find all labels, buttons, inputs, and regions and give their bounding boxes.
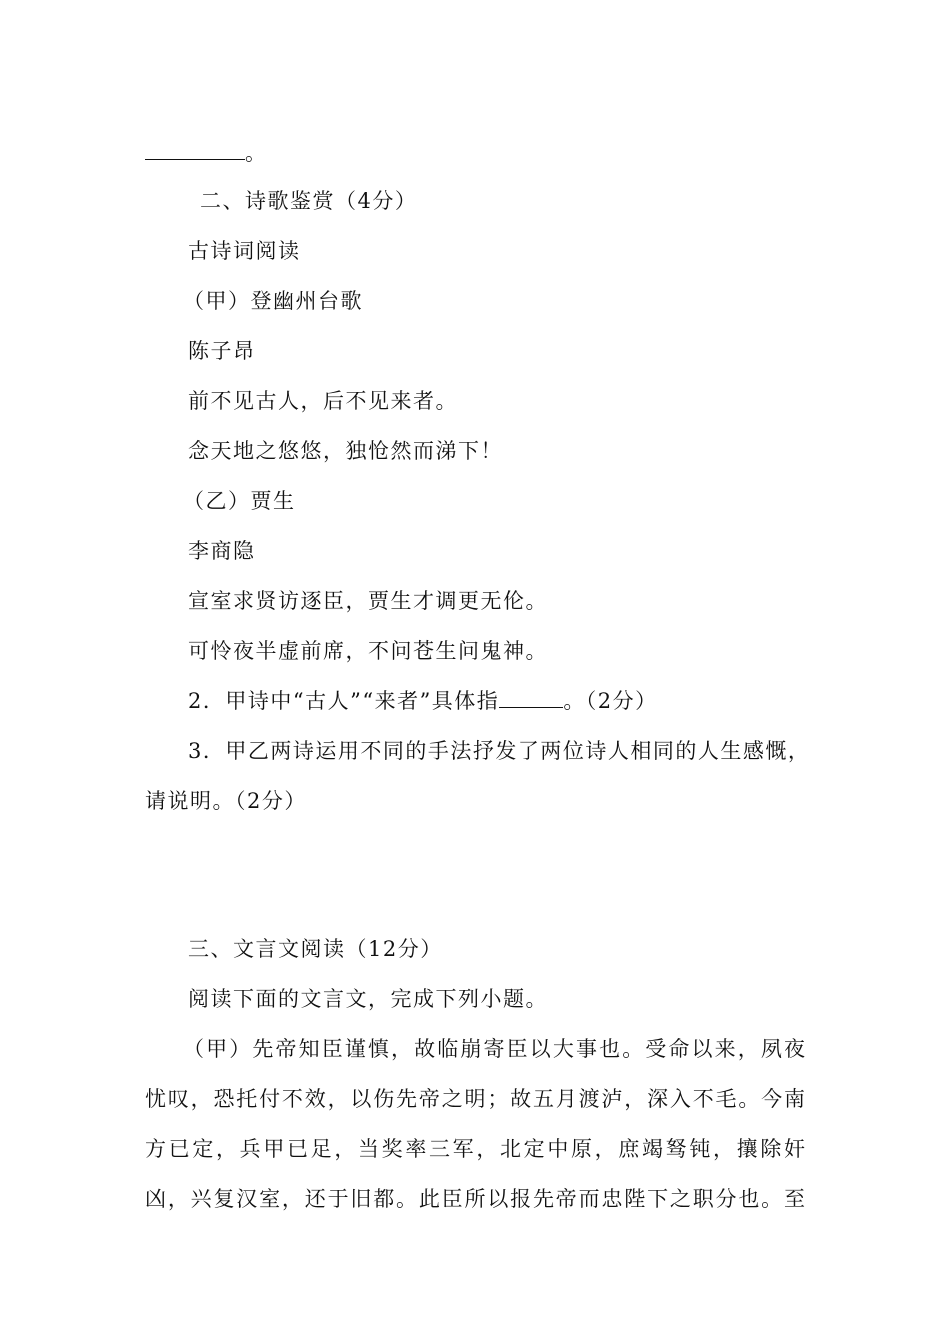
poem-b-author: 李商隐 <box>188 539 256 563</box>
subheading-ancient-poetry: 古诗词阅读 <box>188 239 301 263</box>
poem-b-title: （乙）贾生 <box>183 489 296 513</box>
poem-b-line-1: 宣室求贤访逐臣，贾生才调更无伦。 <box>188 589 548 613</box>
poem-a-title: （甲）登幽州台歌 <box>183 289 363 313</box>
poem-a-line-2: 念天地之悠悠，独怆然而涕下！ <box>188 439 503 463</box>
fill-in-blank[interactable] <box>145 155 245 160</box>
question-2-score: 。（2分） <box>563 689 658 713</box>
question-2-text: 2．甲诗中“古人”“来者”具体指 <box>188 689 500 713</box>
question-2 <box>188 686 658 716</box>
question-2-blank[interactable] <box>499 703 563 708</box>
passage-line-3: 方已定，兵甲已足，当奖率三军，北定中原，庶竭驽钝，攘除奸 <box>145 1137 805 1161</box>
poem-a-line-1: 前不见古人，后不见来者。 <box>188 389 458 413</box>
section-heading-classical-chinese: 三、文言文阅读（12分） <box>188 937 443 961</box>
instruction-text: 阅读下面的文言文，完成下列小题。 <box>188 987 548 1011</box>
blank-line-ending: 。 <box>245 141 268 165</box>
question-3-line-1: 3．甲乙两诗运用不同的手法抒发了两位诗人相同的人生感慨， <box>188 739 811 763</box>
passage-line-4: 凶，兴复汉室，还于旧都。此臣所以报先帝而忠陛下之职分也。至 <box>145 1187 805 1211</box>
question-3-line-2: 请说明。（2分） <box>145 789 307 813</box>
poem-b-line-2: 可怜夜半虚前席，不问苍生问鬼神。 <box>188 639 548 663</box>
answer-blank-line <box>145 138 268 168</box>
passage-line-1: （甲）先帝知臣谨慎，故临崩寄臣以大事也。受命以来，夙夜 <box>183 1037 805 1061</box>
section-heading-poetry: 二、诗歌鉴赏（4分） <box>200 189 418 213</box>
poem-a-author: 陈子昂 <box>188 339 256 363</box>
passage-line-2: 忧叹，恐托付不效，以伤先帝之明；故五月渡泸，深入不毛。今南 <box>145 1087 805 1111</box>
